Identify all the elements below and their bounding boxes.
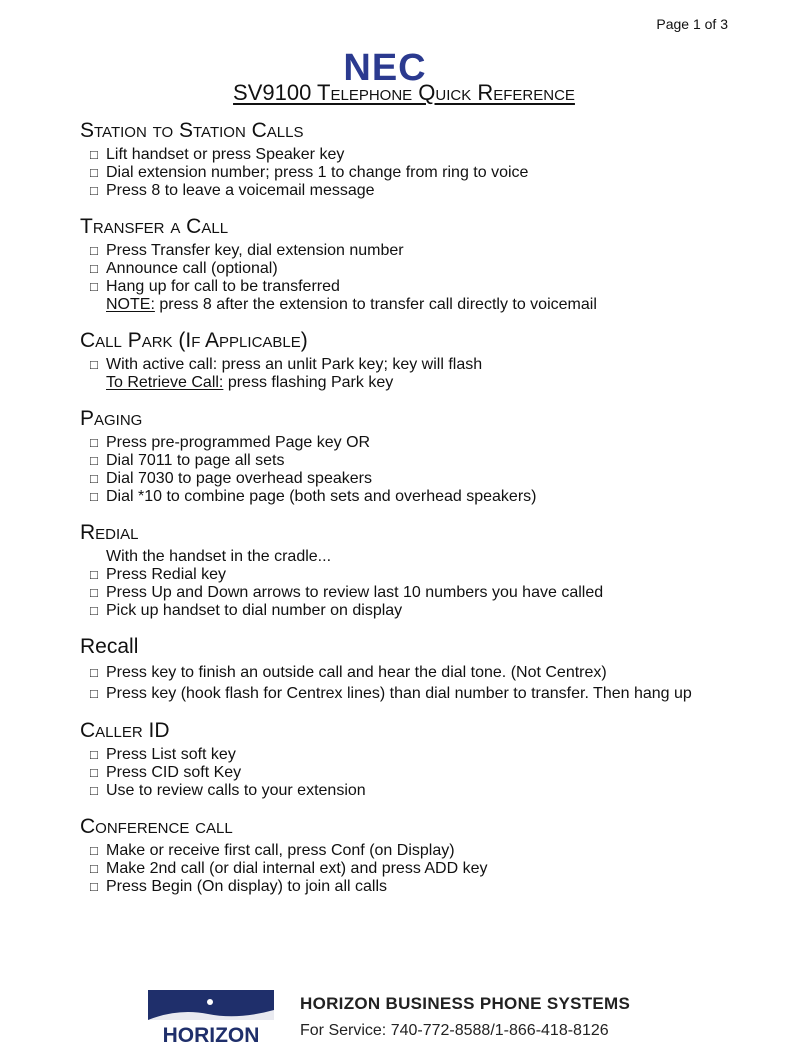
- transfer-note: NOTE: press 8 after the extension to transfer call directly to voicemail: [106, 296, 597, 313]
- list-item: □ Press key to finish an outside call and hear the dial tone. (Not Centrex): [80, 662, 780, 683]
- horizon-logo-sun: [207, 999, 213, 1005]
- section-heading: Redial: [80, 521, 139, 544]
- horizon-logo: [148, 990, 274, 1046]
- section-redial: [80, 520, 780, 620]
- paging-list: [80, 434, 780, 506]
- redial-list: [80, 566, 780, 620]
- list-item: □ Press Transfer key, dial extension number: [80, 242, 780, 260]
- list-item: □ Press key (hook flash for Centrex lines) than dial number to transfer. Then hang up: [80, 683, 780, 704]
- section-heading: Recall: [80, 635, 139, 658]
- page-number: Page 1 of 3: [656, 16, 728, 32]
- list-item: □ Press CID soft Key: [80, 764, 780, 782]
- service-phone: For Service: 740-772-8588/1-866-418-8126: [300, 1022, 609, 1039]
- list-item: □ Dial 7011 to page all sets: [80, 452, 780, 470]
- list-item: □ Press Begin (On display) to join all calls: [80, 878, 780, 896]
- list-item: □ Make 2nd call (or dial internal ext) and press ADD key: [80, 860, 780, 878]
- section-heading: Station to Station Calls: [80, 119, 304, 142]
- redial-intro: With the handset in the cradle...: [106, 548, 332, 565]
- section-heading: Call Park (If Applicable): [80, 329, 308, 352]
- section-paging: [80, 406, 780, 506]
- section-call-park: [80, 328, 780, 392]
- recall-list: [80, 662, 780, 704]
- list-item: □ Lift handset or press Speaker key: [80, 146, 780, 164]
- list-item: □ Use to review calls to your extension: [80, 782, 780, 800]
- transfer-list: [80, 242, 780, 296]
- section-transfer: [80, 214, 780, 314]
- list-item: □ Press List soft key: [80, 746, 780, 764]
- list-item: □ Pick up handset to dial number on display: [80, 602, 780, 620]
- nec-logo-text: NEC: [343, 48, 427, 84]
- list-item: □ Press 8 to leave a voicemail message: [80, 182, 780, 200]
- list-item: □ Press Up and Down arrows to review last 10 numbers you have called: [80, 584, 780, 602]
- section-caller-id: [80, 718, 780, 800]
- list-item: □ Dial *10 to combine page (both sets and overhead speakers): [80, 488, 780, 506]
- horizon-logo-text: HORIZON: [162, 1024, 260, 1046]
- park-list: [80, 356, 780, 374]
- list-item: □ Press pre-programmed Page key OR: [80, 434, 780, 452]
- park-note: To Retrieve Call: press flashing Park key: [106, 374, 394, 391]
- list-item: □ With active call: press an unlit Park key; key will flash: [80, 356, 780, 374]
- company-name: HORIZON BUSINESS PHONE SYSTEMS: [300, 994, 631, 1013]
- list-item: □ Dial 7030 to page overhead speakers: [80, 470, 780, 488]
- page-title: SV9100 Telephone Quick Reference: [233, 80, 575, 105]
- list-item: □ Announce call (optional): [80, 260, 780, 278]
- list-item: □ Press Redial key: [80, 566, 780, 584]
- section-heading: Paging: [80, 407, 143, 430]
- section-recall: [80, 634, 780, 704]
- list-item: □ Hang up for call to be transferred: [80, 278, 780, 296]
- list-item: □ Make or receive first call, press Conf (on Display): [80, 842, 780, 860]
- footer: [300, 994, 630, 1040]
- section-heading: Conference call: [80, 815, 233, 838]
- section-heading: Caller ID: [80, 719, 170, 742]
- content: [80, 118, 780, 910]
- station-list: [80, 146, 780, 200]
- callerid-list: [80, 746, 780, 800]
- nec-logo: [322, 48, 448, 84]
- section-heading: Transfer a Call: [80, 215, 229, 238]
- section-conference: [80, 814, 780, 896]
- section-station-calls: [80, 118, 780, 200]
- conference-list: [80, 842, 780, 896]
- list-item: □ Dial extension number; press 1 to change from ring to voice: [80, 164, 780, 182]
